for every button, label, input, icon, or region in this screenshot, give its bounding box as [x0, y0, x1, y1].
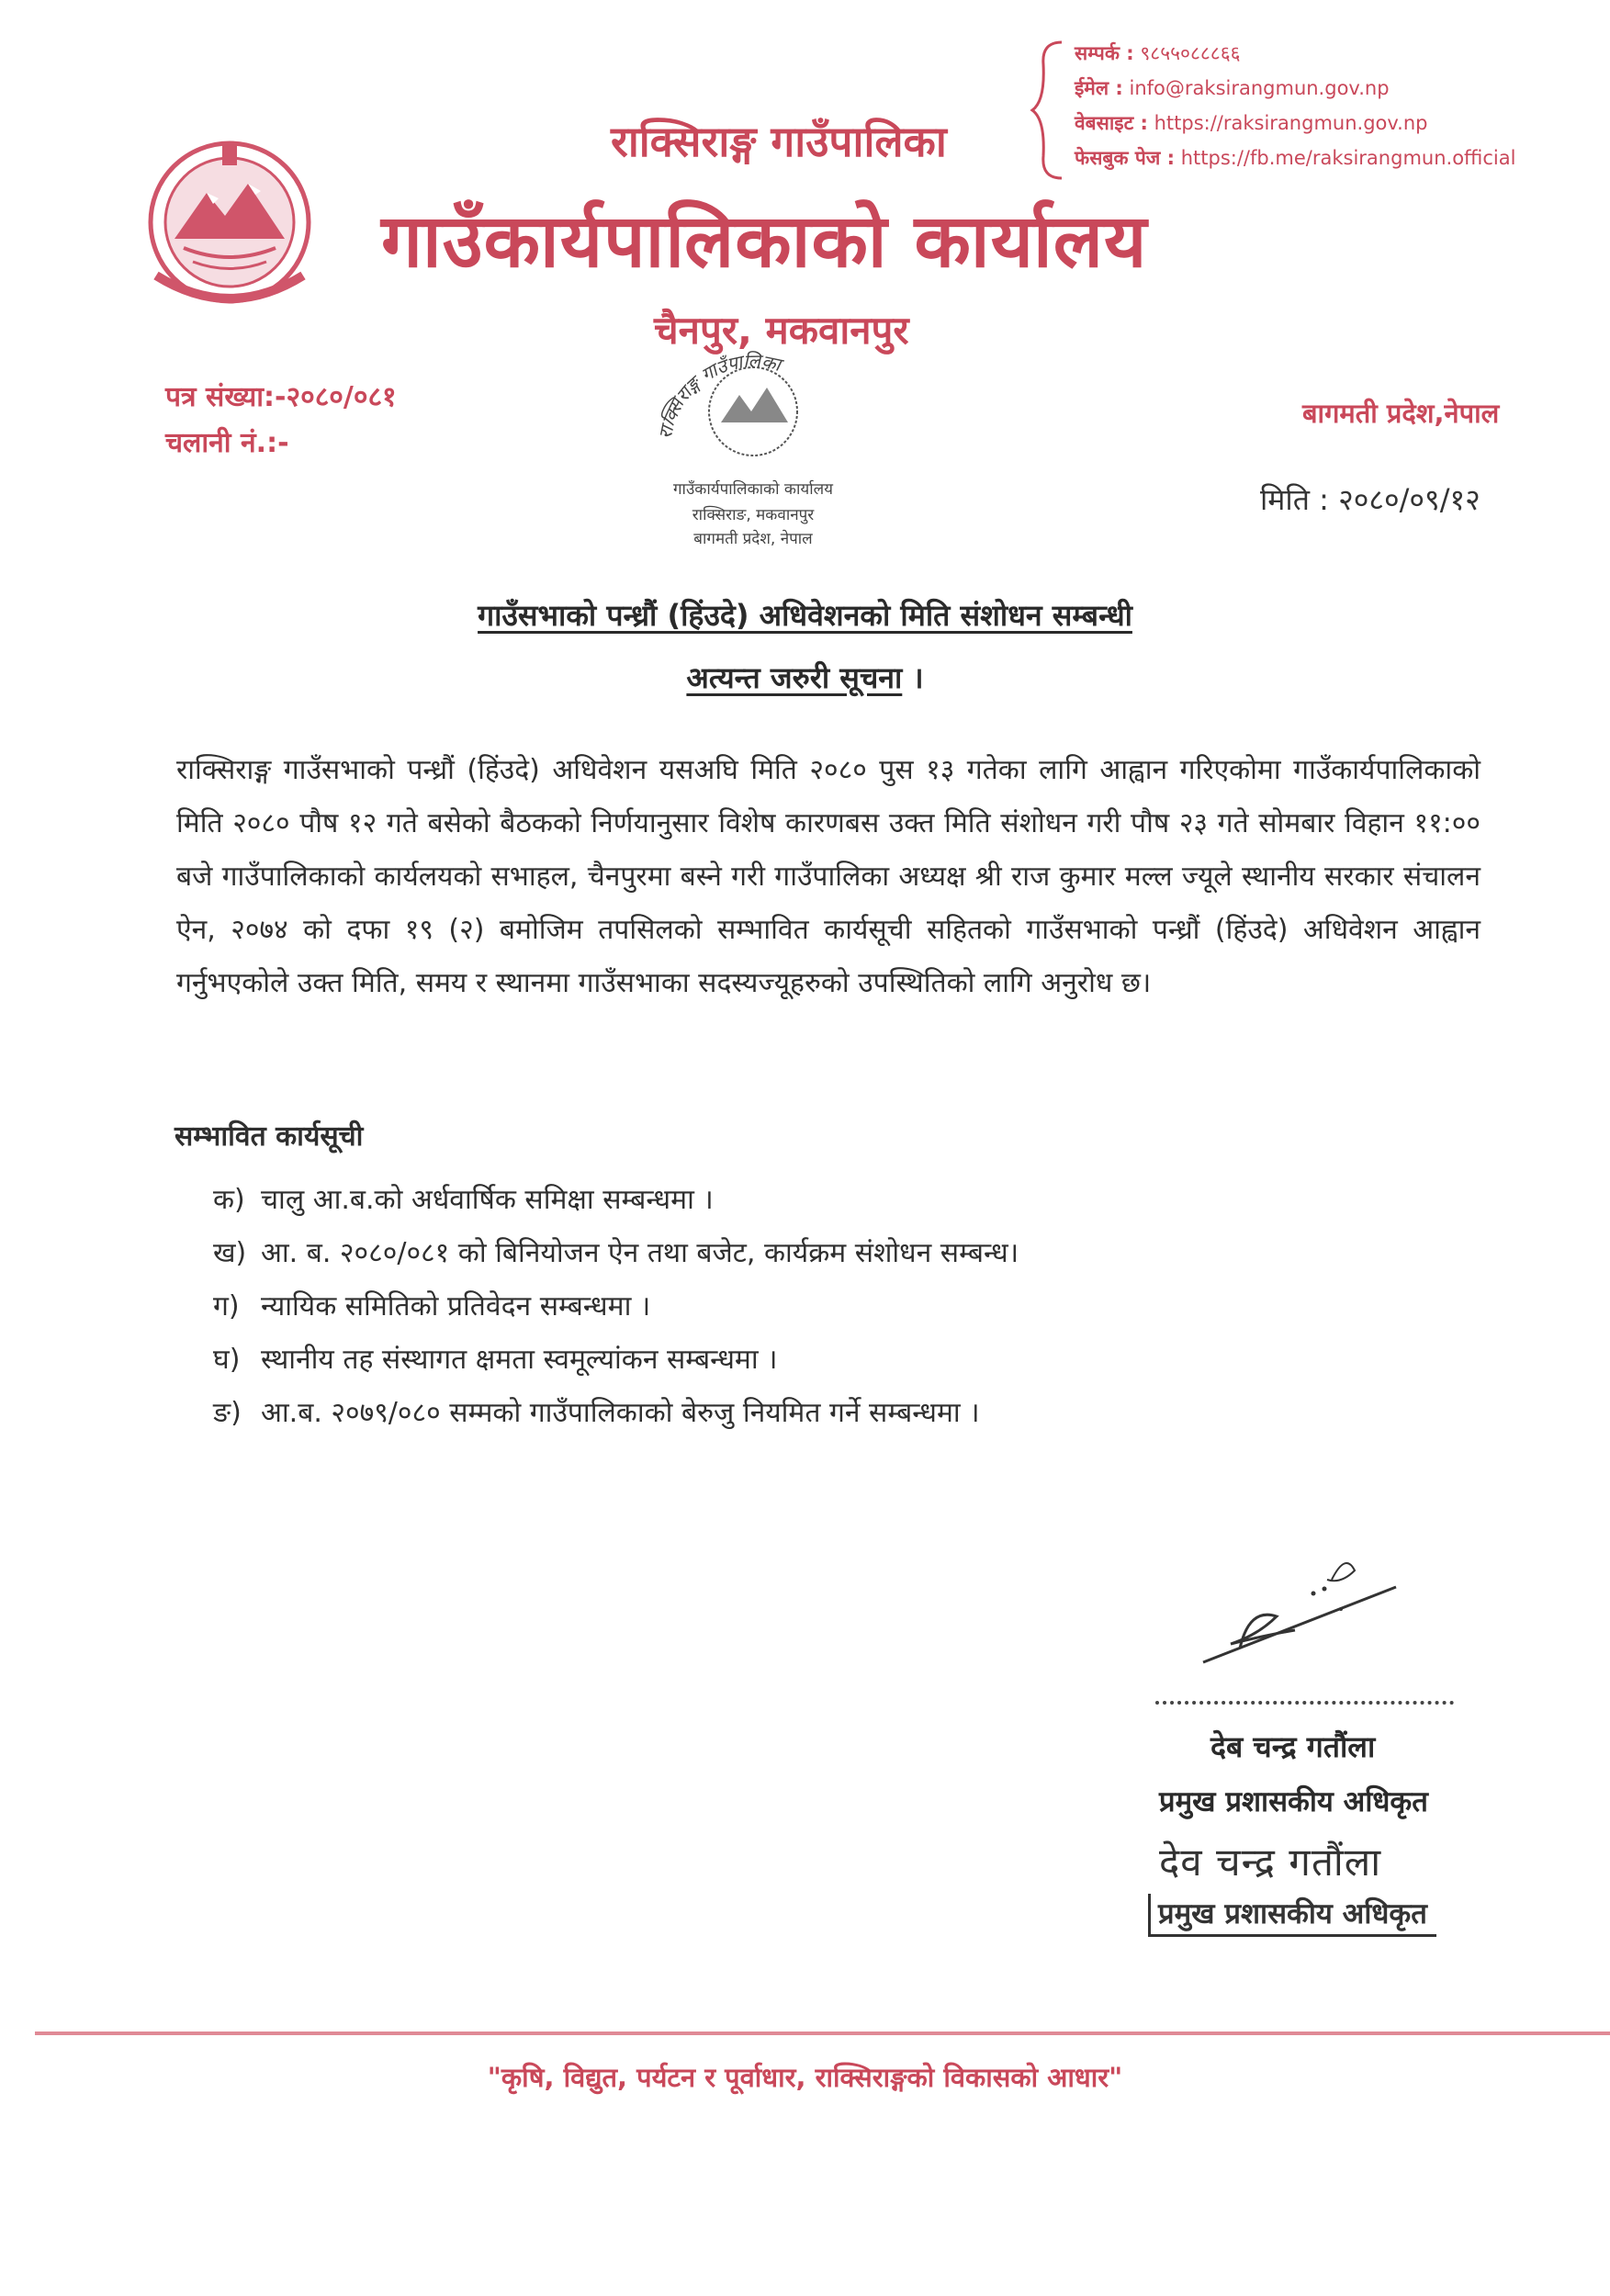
footer-slogan: "कृषि, विद्युत, पर्यटन र पूर्वाधार, राक्सिराङ्गको विकासको आधार" — [487, 2062, 1123, 2093]
contact-email[interactable]: ईमेल : info@raksirangmun.gov.np — [1075, 77, 1390, 99]
svg-text:गाउँकार्यपालिकाको कार्यालय: गाउँकार्यपालिकाको कार्यालय — [672, 480, 834, 499]
province: बागमती प्रदेश,नेपाल — [1302, 398, 1500, 429]
signer-name: देब चन्द्र गतौंला — [1210, 1729, 1376, 1764]
stamp-name: देव चन्द्र गतौंला — [1159, 1840, 1382, 1885]
list-item: ख) आ. ब. २०८०/०८१ को बिनियोजन ऐन तथा बजेट, कार्यक्रम संशोधन सम्बन्ध। — [213, 1237, 1019, 1269]
list-item: क) चालु आ.ब.को अर्धवार्षिक समिक्षा सम्बन्धमा । — [213, 1184, 714, 1216]
list-item: ङ) आ.ब. २०७९/०८० सम्मको गाउँपालिकाको बेरुजु नियमित गर्ने सम्बन्धमा । — [213, 1397, 980, 1429]
contact-website[interactable]: वेबसाइट : https://raksirangmun.gov.np — [1075, 112, 1428, 134]
signature-line — [1155, 1701, 1454, 1705]
footer-divider — [35, 2032, 1610, 2035]
notice-body: राक्सिराङ्ग गाउँसभाको पन्ध्रौं (हिंउदे) अधिवेशन यसअघि मिति २०८० पुस १३ गतेका लागि आह्वान गरिएकोमा गाउँकार्यपालिकाको मिति २०८० पौष १२ गते बसेको बैठकको निर्णयानुसार विशेष कारणबस उक्त मिति संशोधन गरी पौष २३ गते सोमबार विहान ११:०० बजे गाउँपालिकाको कार्यलयको सभाहल, चैनपुरमा बस्ने गरी गाउँपालिका अध्यक्ष श्री राज कुमार मल्ल ज्यूले स्थानीय सरकार संचालन ऐन, २०७४ को दफा १९ (२) बमोजिम तपसिलको सम्भावित कार्यसूची सहितको गाउँसभाको पन्ध्रौं (हिंउदे) अधिवेशन आह्वान गर्नुभएकोले उक्त मिति, समय र स्थानमा गाउँसभाका सदस्यज्यूहरुको उपस्थितिको लागि अनुरोध छ। — [176, 754, 1481, 999]
handwritten-signature-icon — [1194, 1543, 1414, 1681]
stamp-title: प्रमुख प्रशासकीय अधिकृत — [1148, 1894, 1436, 1937]
nepal-emblem-icon — [138, 138, 321, 312]
dispatch-number: चलानी नं.:- — [165, 427, 289, 459]
subject-line: गाउँसभाको पन्ध्रौं (हिंउदे) अधिवेशनको मिति संशोधन सम्बन्धी — [478, 598, 1132, 633]
subject-emphasis: अत्यन्त जरुरी सूचना । — [686, 660, 924, 695]
letter-date: मिति : २०८०/०९/१२ — [1260, 482, 1481, 517]
office-location: चैनपुर, मकवानपुर — [654, 308, 909, 353]
list-item: ग) न्यायिक समितिको प्रतिवेदन सम्बन्धमा । — [213, 1290, 651, 1322]
reference-number: पत्र संख्या:-२०८०/०८१ — [165, 381, 397, 413]
svg-text:राक्सिराङ्ग गाउँपालिका: राक्सिराङ्ग गाउँपालिका — [653, 349, 783, 441]
org-name: राक्सिराङ्ग गाउँपालिका — [611, 117, 947, 166]
signer-title: प्रमुख प्रशासकीय अधिकृत — [1159, 1785, 1428, 1818]
office-title: गाउँकार्यपालिकाको कार्यालय — [381, 198, 1148, 284]
agenda-list — [213, 1174, 1407, 1440]
office-seal-icon — [634, 331, 873, 569]
agenda-heading: सम्भावित कार्यसूची — [175, 1120, 364, 1153]
brace-icon — [1029, 37, 1065, 184]
list-item: घ) स्थानीय तह संस्थागत क्षमता स्वमूल्यांकन सम्बन्धमा । — [213, 1344, 778, 1376]
contact-block — [1029, 37, 1543, 184]
svg-text:राक्सिराङ, मकवानपुर: राक्सिराङ, मकवानपुर — [692, 506, 815, 524]
contact-phone: सम्पर्क : ९८५५०८८८६६ — [1075, 42, 1241, 64]
svg-text:बागमती प्रदेश, नेपाल: बागमती प्रदेश, नेपाल — [693, 530, 813, 548]
contact-facebook[interactable]: फेसबुक पेज : https://fb.me/raksirangmun.official — [1075, 147, 1516, 169]
